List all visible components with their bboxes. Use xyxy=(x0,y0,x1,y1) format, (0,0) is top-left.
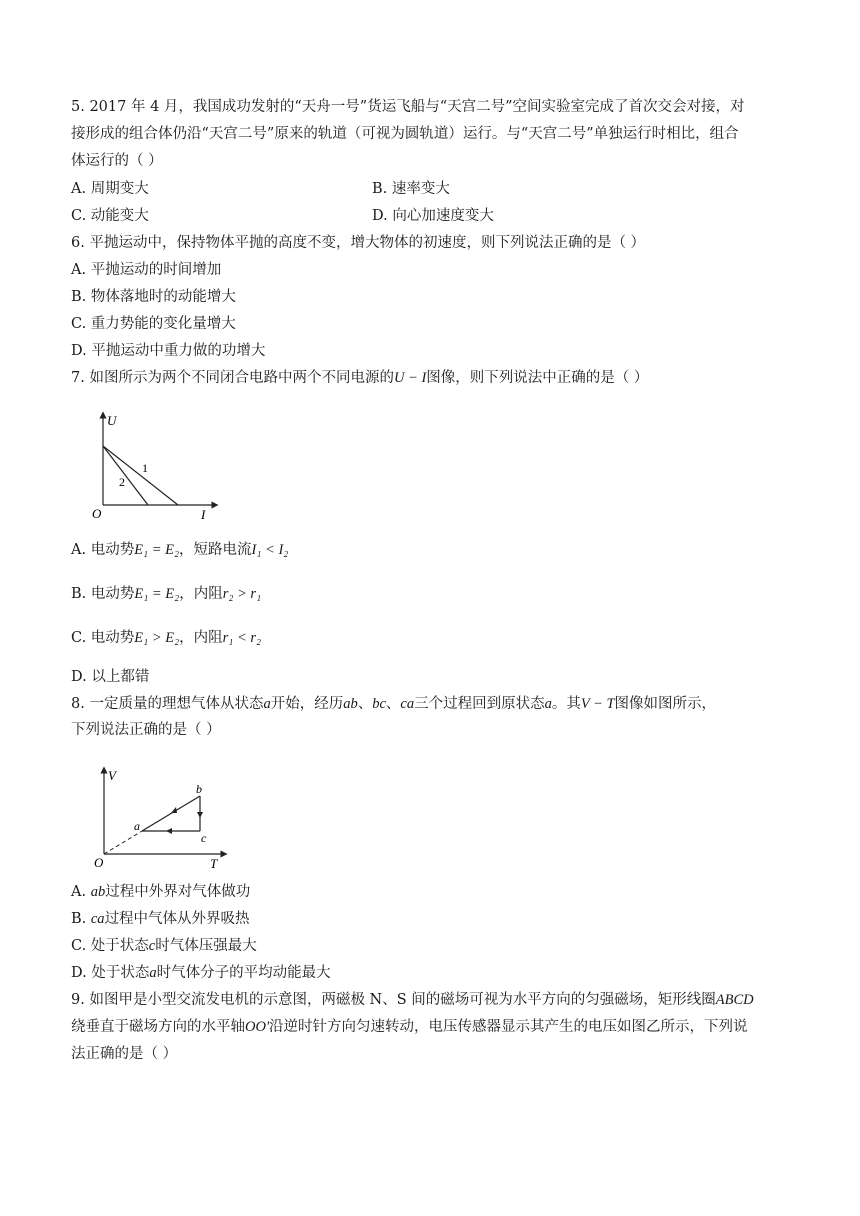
q8-point-b-label: b xyxy=(196,782,202,796)
q7-line-1-label: 1 xyxy=(142,461,148,475)
q9-stem-line2 xyxy=(71,1017,748,1037)
q8-option-b-math: ca xyxy=(90,911,105,927)
q8-option-d xyxy=(71,963,331,983)
q7-option-c-mid: ，内阻 xyxy=(179,630,223,646)
q8-stem-math: V − T xyxy=(580,696,615,712)
q8-dashed-line xyxy=(104,831,142,854)
q8-process-ab xyxy=(142,796,200,831)
q7-line-2-label: 2 xyxy=(119,475,125,489)
q8-option-a xyxy=(71,882,250,902)
q6-option-c: C. 重力势能的变化量增大 xyxy=(71,316,236,332)
q5-stem-line1: 5. 2017 年 4 月，我国成功发射的“天舟一号”货运飞船与“天宫二号”空间实验室完成了首次交会对接，对 xyxy=(71,99,745,115)
q8-stem-part: 、 xyxy=(357,696,373,712)
q8-arrow-bc xyxy=(197,812,203,818)
q9-stem-line3: 法正确的是（ ） xyxy=(71,1046,178,1062)
q8-option-d-pre: D. 处于状态 xyxy=(71,965,150,981)
q8-option-a-post: 过程中外界对气体做功 xyxy=(105,884,251,900)
q8-option-a-math: ab xyxy=(90,884,106,900)
q7-option-c xyxy=(71,628,261,648)
q8-stem-math: bc xyxy=(372,696,386,712)
q7-option-a xyxy=(71,540,288,560)
q8-option-c-math: c xyxy=(148,938,156,954)
q8-stem-part: 。其 xyxy=(551,696,581,712)
q7-option-b xyxy=(71,584,261,604)
q8-stem-part: 8. 一定质量的理想气体从状态 xyxy=(71,696,264,712)
q7-option-b-math1: E₁ = E₂ xyxy=(134,586,180,602)
q9-stem-math: ABCD xyxy=(715,992,754,1008)
q7-option-d: D. 以上都错 xyxy=(71,669,150,685)
q5-option-d: D. 向心加速度变大 xyxy=(372,208,494,224)
q8-point-c-label: c xyxy=(201,831,207,845)
q7-origin-label: O xyxy=(92,506,102,521)
q7-option-c-math2: r₁ < r₂ xyxy=(222,630,262,646)
q8-stem-math: a xyxy=(263,696,271,712)
q7-stem-text-pre: 7. 如图所示为两个不同闭合电路中两个不同电源的 xyxy=(71,370,394,386)
q7-option-a-mid: ，短路电流 xyxy=(179,542,252,558)
q8-option-b xyxy=(71,909,250,929)
q8-option-c-pre: C. 处于状态 xyxy=(71,938,149,954)
q7-option-b-pre: B. 电动势 xyxy=(71,586,135,602)
q8-stem-part: 三个过程回到原状态 xyxy=(414,696,545,712)
q7-x-axis-label: I xyxy=(201,507,206,522)
q6-option-a: A. 平抛运动的时间增加 xyxy=(71,262,222,278)
q7-stem-text-post: 图像，则下列说法中正确的是（ ） xyxy=(426,370,649,386)
q8-stem-line1 xyxy=(71,694,716,714)
q5-stem-line3: 体运行的（ ） xyxy=(71,153,163,169)
q8-stem-part: 开始，经历 xyxy=(270,696,344,712)
q8-stem-part: 图像如图所示， xyxy=(614,696,717,712)
q8-option-b-pre: B. xyxy=(71,911,87,927)
q9-stem-part: 沿逆时针方向匀速转动，电压传感器显示其产生的电压如图乙所示，下列说 xyxy=(269,1019,748,1035)
q9-stem-part: 绕垂直于磁场方向的水平轴 xyxy=(71,1019,245,1035)
q8-option-c xyxy=(71,936,257,956)
q8-stem-math: a xyxy=(544,696,552,712)
q7-option-b-math2: r₂ > r₁ xyxy=(222,586,262,602)
q6-stem: 6. 平抛运动中，保持物体平抛的高度不变，增大物体的初速度，则下列说法正确的是（ ） xyxy=(71,235,646,251)
q9-stem-line1 xyxy=(71,990,754,1010)
q5-stem-line2: 接形成的组合体仍沿“天宫二号”原来的轨道（可视为圆轨道）运行。与“天宫二号”单独运行时相比，组合 xyxy=(71,126,739,142)
q8-origin-label: O xyxy=(94,855,104,870)
q6-option-d: D. 平抛运动中重力做的功增大 xyxy=(71,343,266,359)
q8-option-d-math: a xyxy=(149,965,157,981)
q6-option-b: B. 物体落地时的动能增大 xyxy=(71,289,236,305)
q9-stem-math: OO' xyxy=(245,1019,270,1035)
q7-stem-math: U − I xyxy=(393,370,427,386)
q7-stem xyxy=(71,368,648,388)
q8-y-axis-label: V xyxy=(108,768,116,783)
q8-arrow-ab xyxy=(171,807,177,813)
q9-stem-part: 9. 如图甲是小型交流发电机的示意图，两磁极 N、S 间的磁场可视为水平方向的匀强磁场，矩形线圈 xyxy=(71,992,716,1008)
q7-option-a-math2: I₁ < I₂ xyxy=(251,542,289,558)
q8-stem-part: 、 xyxy=(385,696,401,712)
q7-ui-graph xyxy=(88,408,228,526)
q8-option-b-post: 过程中气体从外界吸热 xyxy=(104,911,250,927)
q8-option-c-post: 时气体压强最大 xyxy=(155,938,257,954)
q7-y-axis-label: U xyxy=(107,413,117,428)
q7-option-c-pre: C. 电动势 xyxy=(71,630,135,646)
q8-stem-math: ab xyxy=(343,696,358,712)
q5-option-a: A. 周期变大 xyxy=(71,181,149,197)
q8-option-a-pre: A. xyxy=(71,884,87,900)
q7-option-c-math1: E₁ > E₂ xyxy=(134,630,180,646)
q8-stem-math: ca xyxy=(400,696,415,712)
q7-option-b-mid: ，内阻 xyxy=(179,586,223,602)
q8-point-a-label: a xyxy=(134,819,140,833)
q8-option-d-post: 时气体分子的平均动能最大 xyxy=(156,965,331,981)
q5-option-c: C. 动能变大 xyxy=(71,208,149,224)
q7-option-a-pre: A. 电动势 xyxy=(71,542,135,558)
q5-option-b: B. 速率变大 xyxy=(372,181,450,197)
q8-x-axis-label: T xyxy=(210,856,218,870)
q7-option-a-math1: E₁ = E₂ xyxy=(134,542,180,558)
q8-arrow-ca xyxy=(166,828,172,834)
q8-stem-line2: 下列说法正确的是（ ） xyxy=(71,722,221,738)
q8-vt-graph xyxy=(92,764,232,870)
